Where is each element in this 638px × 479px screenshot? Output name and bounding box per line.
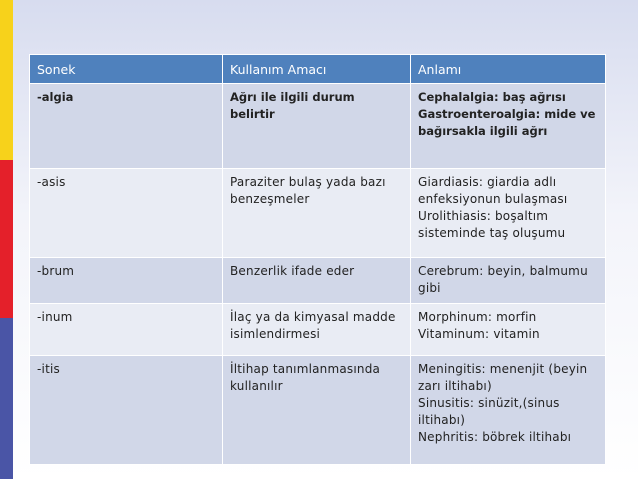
cell-suffix: -itis: [30, 356, 223, 465]
meaning-line: Gastroenteroalgia: mide ve bağırsakla ilgili ağrı: [418, 107, 596, 138]
table-row: [30, 304, 606, 356]
cell-usage: Ağrı ile ilgili durum belirtir: [223, 84, 411, 169]
cell-suffix: -brum: [30, 258, 223, 304]
accent-bar-red: [0, 160, 13, 318]
accent-bar-blue: [0, 318, 13, 479]
table-row: [30, 258, 606, 304]
cell-usage: Paraziter bulaş yada bazı benzeşmeler: [223, 169, 411, 258]
meaning-line: Giardiasis: giardia adlı enfeksiyonun bulaşması: [418, 175, 568, 206]
meaning-line: Vitaminum: vitamin: [418, 327, 540, 341]
meaning-line: Meningitis: menenjit (beyin zarı iltihabı): [418, 362, 588, 393]
meaning-line: Cephalalgia: baş ağrısı: [418, 90, 566, 104]
cell-meaning: [411, 169, 606, 258]
cell-meaning: [411, 356, 606, 465]
cell-suffix: -asis: [30, 169, 223, 258]
suffix-table: [29, 54, 606, 465]
meaning-line: Sinusitis: sinüzit,(sinus iltihabı): [418, 396, 560, 427]
table-row: [30, 169, 606, 258]
cell-meaning: [411, 304, 606, 356]
header-usage: Kullanım Amacı: [223, 55, 411, 84]
meaning-line: Nephritis: böbrek iltihabı: [418, 430, 572, 444]
meaning-line: Morphinum: morfin: [418, 310, 537, 324]
slide-accent-bar: [0, 0, 13, 479]
cell-usage: İlaç ya da kimyasal madde isimlendirmesi: [223, 304, 411, 356]
cell-meaning: [411, 84, 606, 169]
cell-usage: Benzerlik ifade eder: [223, 258, 411, 304]
header-meaning: Anlamı: [411, 55, 606, 84]
header-suffix: Sonek: [30, 55, 223, 84]
cell-suffix: -inum: [30, 304, 223, 356]
cell-usage: İltihap tanımlanmasında kullanılır: [223, 356, 411, 465]
accent-bar-yellow: [0, 0, 13, 160]
table-row: [30, 84, 606, 169]
cell-suffix: -algia: [30, 84, 223, 169]
meaning-line: Cerebrum: beyin, balmumu gibi: [418, 264, 588, 295]
table-header-row: [30, 55, 606, 84]
cell-meaning: [411, 258, 606, 304]
table-row: [30, 356, 606, 465]
meaning-line: Urolithiasis: boşaltım sisteminde taş oluşumu: [418, 209, 566, 240]
